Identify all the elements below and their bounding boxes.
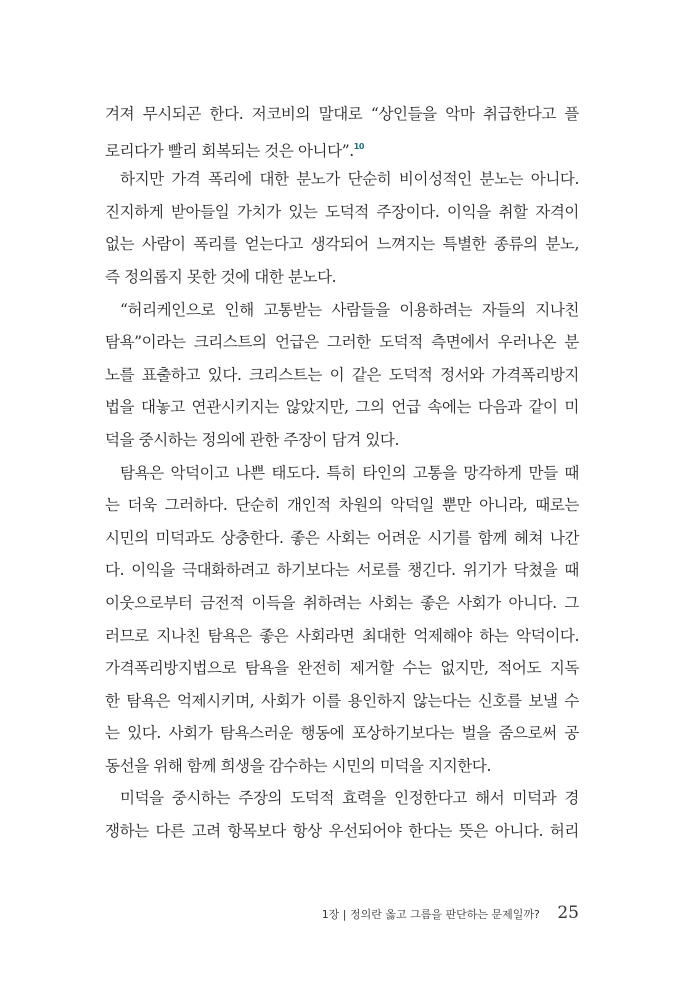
text-line-content: 이웃으로부터 금전적 이득을 취하려는 사회는 좋은 사회가 아니다. 그 bbox=[105, 593, 579, 612]
text-line bbox=[105, 489, 579, 522]
text-line-content: 겨져 무시되곤 한다. 저코비의 말대로 “상인들을 악마 취급한다고 플 bbox=[105, 105, 579, 123]
text-line-content: 진지하게 받아들일 가치가 있는 도덕적 주장이다. 이익을 취할 자격이 bbox=[105, 202, 579, 221]
text-line bbox=[105, 522, 579, 555]
text-line bbox=[105, 131, 579, 164]
body-text bbox=[105, 98, 579, 848]
page-footer bbox=[240, 903, 579, 923]
text-line-content: 한 탐욕은 억제시키며, 사회가 이를 용인하지 않는다는 신호를 보낼 수 bbox=[105, 691, 579, 710]
text-line-content: 쟁하는 다른 고려 항목보다 항상 우선되어야 한다는 뜻은 아니다. 허리 bbox=[105, 822, 579, 841]
text-line bbox=[105, 326, 579, 359]
page-number: 25 bbox=[557, 903, 579, 923]
text-line bbox=[105, 359, 579, 392]
footnote-marker[interactable]: 10 bbox=[353, 141, 365, 151]
text-line bbox=[105, 750, 579, 783]
text-line bbox=[105, 815, 579, 848]
text-line bbox=[105, 391, 579, 424]
running-head: 1장 | 정의란 옳고 그름을 판단하는 문제일까? bbox=[321, 908, 540, 921]
text-line bbox=[105, 98, 579, 131]
text-line-content: 노를 표출하고 있다. 크리스트는 이 같은 도덕적 정서와 가격폭리방지 bbox=[105, 365, 579, 384]
text-line bbox=[105, 196, 579, 229]
text-line bbox=[105, 228, 579, 261]
text-line-content: 러므로 지나친 탐욕은 좋은 사회라면 최대한 억제해야 하는 악덕이다. bbox=[105, 626, 579, 645]
text-line-content: 즉 정의롭지 못한 것에 대한 분노다. bbox=[105, 267, 337, 286]
text-line bbox=[105, 620, 579, 653]
text-line-content: 로리다가 빨리 회복되는 것은 아니다”. bbox=[105, 141, 354, 160]
text-line-content: 탐욕은 악덕이고 나쁜 태도다. 특히 타인의 고통을 망각하게 만들 때 bbox=[120, 463, 579, 482]
text-line-content: “허리케인으로 인해 고통받는 사람들을 이용하려는 자들의 지나친 bbox=[120, 300, 579, 319]
text-line-content: 는 더욱 그러하다. 단순히 개인적 차원의 악덕일 뿐만 아니라, 때로는 bbox=[105, 496, 579, 515]
text-line-content: 법을 대놓고 연관시키지는 않았지만, 그의 언급 속에는 다음과 같이 미 bbox=[105, 398, 579, 417]
text-line bbox=[105, 652, 579, 685]
text-line bbox=[105, 685, 579, 718]
text-line bbox=[105, 587, 579, 620]
text-line-content: 없는 사람이 폭리를 얻는다고 생각되어 느껴지는 특별한 종류의 분노, bbox=[105, 235, 579, 254]
text-line bbox=[105, 717, 579, 750]
text-line-content: 하지만 가격 폭리에 대한 분노가 단순히 비이성적인 분노는 아니다. bbox=[120, 170, 579, 189]
text-line bbox=[105, 457, 579, 490]
text-line-content: 는 있다. 사회가 탐욕스러운 행동에 포상하기보다는 벌을 줌으로써 공 bbox=[105, 724, 579, 743]
text-line-content: 가격폭리방지법으로 탐욕을 완전히 제거할 수는 없지만, 적어도 지독 bbox=[105, 659, 579, 678]
text-line bbox=[105, 261, 579, 294]
text-line-content: 시민의 미덕과도 상충한다. 좋은 사회는 어려운 시기를 함께 헤쳐 나간 bbox=[105, 528, 579, 547]
text-line bbox=[105, 782, 579, 815]
text-line bbox=[105, 294, 579, 327]
text-line-content: 미덕을 중시하는 주장의 도덕적 효력을 인정한다고 해서 미덕과 경 bbox=[120, 789, 579, 808]
text-line-content: 탐욕”이라는 크리스트의 언급은 그러한 도덕적 측면에서 우러나온 분 bbox=[105, 333, 579, 352]
text-line-content: 동선을 위해 함께 희생을 감수하는 시민의 미덕을 지지한다. bbox=[105, 756, 491, 775]
text-line bbox=[105, 554, 579, 587]
text-line-content: 다. 이익을 극대화하려고 하기보다는 서로를 챙긴다. 위기가 닥쳤을 때 bbox=[105, 561, 579, 580]
text-line bbox=[105, 163, 579, 196]
text-line-content: 덕을 중시하는 정의에 관한 주장이 담겨 있다. bbox=[105, 430, 400, 449]
text-line bbox=[105, 424, 579, 457]
